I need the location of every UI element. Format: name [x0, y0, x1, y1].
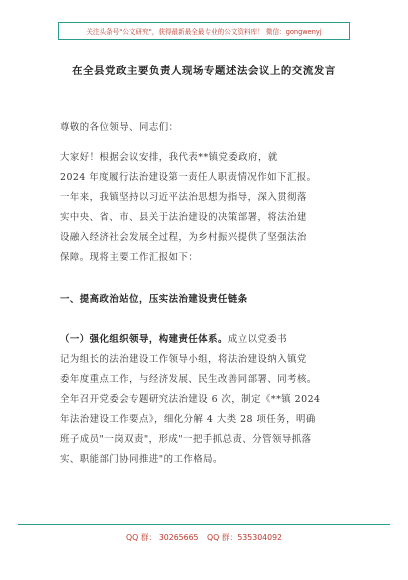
para1-line1: 大家好！根据会议安排，我代表**镇党委政府，就: [60, 152, 278, 163]
header-banner: 关注头条号"公文研究"，获得最新最全最专业的公文资料库！ 微信：gongwenyj: [58, 22, 350, 40]
para2-line2: 实中央、省、市、县关于法治建设的决策部署，将法治建: [60, 212, 307, 223]
sub1-line3: 全年召开党委会专题研究法治建设 6 次，制定《**镇 2024: [60, 394, 321, 405]
sub1-line1: 记为组长的法治建设工作领导小组，将法治建设纳入镇党: [60, 354, 307, 365]
sub1-line4: 年法治建设工作要点》，细化分解 4 大类 28 项任务，明确: [60, 414, 316, 425]
document-title: 在全县党政主要负责人现场专题述法会议上的交流发言: [72, 65, 336, 77]
section1-heading: 一、提高政治站位，压实法治建设责任链条: [60, 294, 248, 305]
sub1-heading: （一）强化组织领导，构建责任体系。: [60, 334, 228, 345]
sub1-first-line: [60, 330, 287, 350]
para2-line3: 设融入经济社会发展全过程，为乡村振兴提供了坚强法治: [60, 232, 307, 243]
sub1-line6: 实、职能部门协同推进"的工作格局。: [60, 454, 223, 465]
footer-qq-group-2: QQ 群：535304092: [207, 533, 282, 542]
sub1-first-rest: 成立以党委书: [227, 334, 288, 345]
footer: [0, 532, 408, 543]
para2-line4: 保障。现将主要工作汇报如下：: [60, 252, 199, 263]
para2-line1: 一年来，我镇坚持以习近平法治思想为指导，深入贯彻落: [60, 192, 307, 203]
footer-qq-group-1: QQ 群： 30265665: [126, 533, 199, 542]
salutation: 尊敬的各位领导、同志们：: [60, 122, 179, 133]
footer-divider: [18, 524, 390, 525]
para1-line2: 2024 年度履行法治建设第一责任人职责情况作如下汇报。: [60, 172, 317, 183]
sub1-line2: 委年度重点工作，与经济发展、民生改善同部署、同考核。: [60, 374, 317, 385]
sub1-line5: 班子成员"一岗双责"，形成"一把手抓总责、分管领导抓落: [60, 434, 312, 445]
